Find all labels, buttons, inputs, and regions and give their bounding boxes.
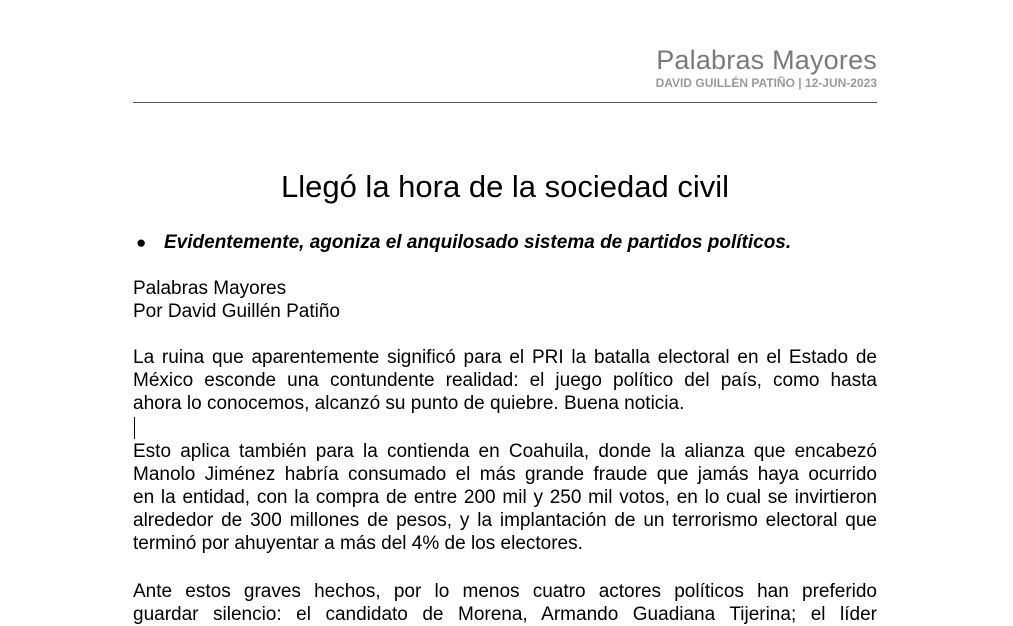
paragraph-2[interactable] [133, 440, 877, 555]
paragraph-line: Manolo Jiménez habría consumado el más grande fraude que jamás haya ocurrido [133, 464, 877, 485]
paragraph-line: La ruina que aparentemente significó para el PRI la batalla electoral en el Estado de [133, 347, 877, 368]
document-page [133, 0, 877, 626]
byline-column: Palabras Mayores [133, 278, 287, 299]
header-title: Palabras Mayores [656, 45, 877, 75]
bullet-dot-icon: ● [136, 233, 147, 252]
paragraph-line: terminó por ahuyentar a más del 4% de los electores. [133, 533, 583, 554]
byline[interactable] [133, 277, 340, 323]
paragraph-line: Ante estos graves hechos, por lo menos cuatro actores políticos han preferido [133, 581, 877, 602]
paragraph-line: en la entidad, con la compra de entre 200 mil y 250 mil votos, en lo cual se invirtieron [133, 487, 877, 508]
text-cursor [134, 417, 135, 439]
paragraph-line: guardar silencio: el candidato de Morena, Armando Guadiana Tijerina; el líder [133, 604, 877, 625]
header-divider [133, 102, 877, 103]
paragraph-line: México esconde una contundente realidad: el juego político del país, como hasta [133, 370, 877, 391]
paragraph-line: Esto aplica también para la contienda en Coahuila, donde la alianza que encabezó [133, 441, 877, 462]
header-author-date: DAVID GUILLÉN PATIÑO | 12-JUN-2023 [655, 76, 877, 90]
paragraph-1[interactable] [133, 346, 877, 415]
byline-author: Por David Guillén Patiño [133, 301, 340, 322]
article-title[interactable]: Llegó la hora de la sociedad civil [280, 169, 730, 204]
bullet-text: Evidentemente, agoniza el anquilosado sistema de partidos políticos. [164, 232, 792, 253]
paragraph-line: ahora lo conocemos, alcanzó su punto de quiebre. Buena noticia. [133, 393, 685, 414]
paragraph-line: alrededor de 300 millones de pesos, y la implantación de un terrorismo electoral que [133, 510, 877, 531]
paragraph-3[interactable] [133, 580, 877, 626]
page-header [656, 44, 877, 91]
